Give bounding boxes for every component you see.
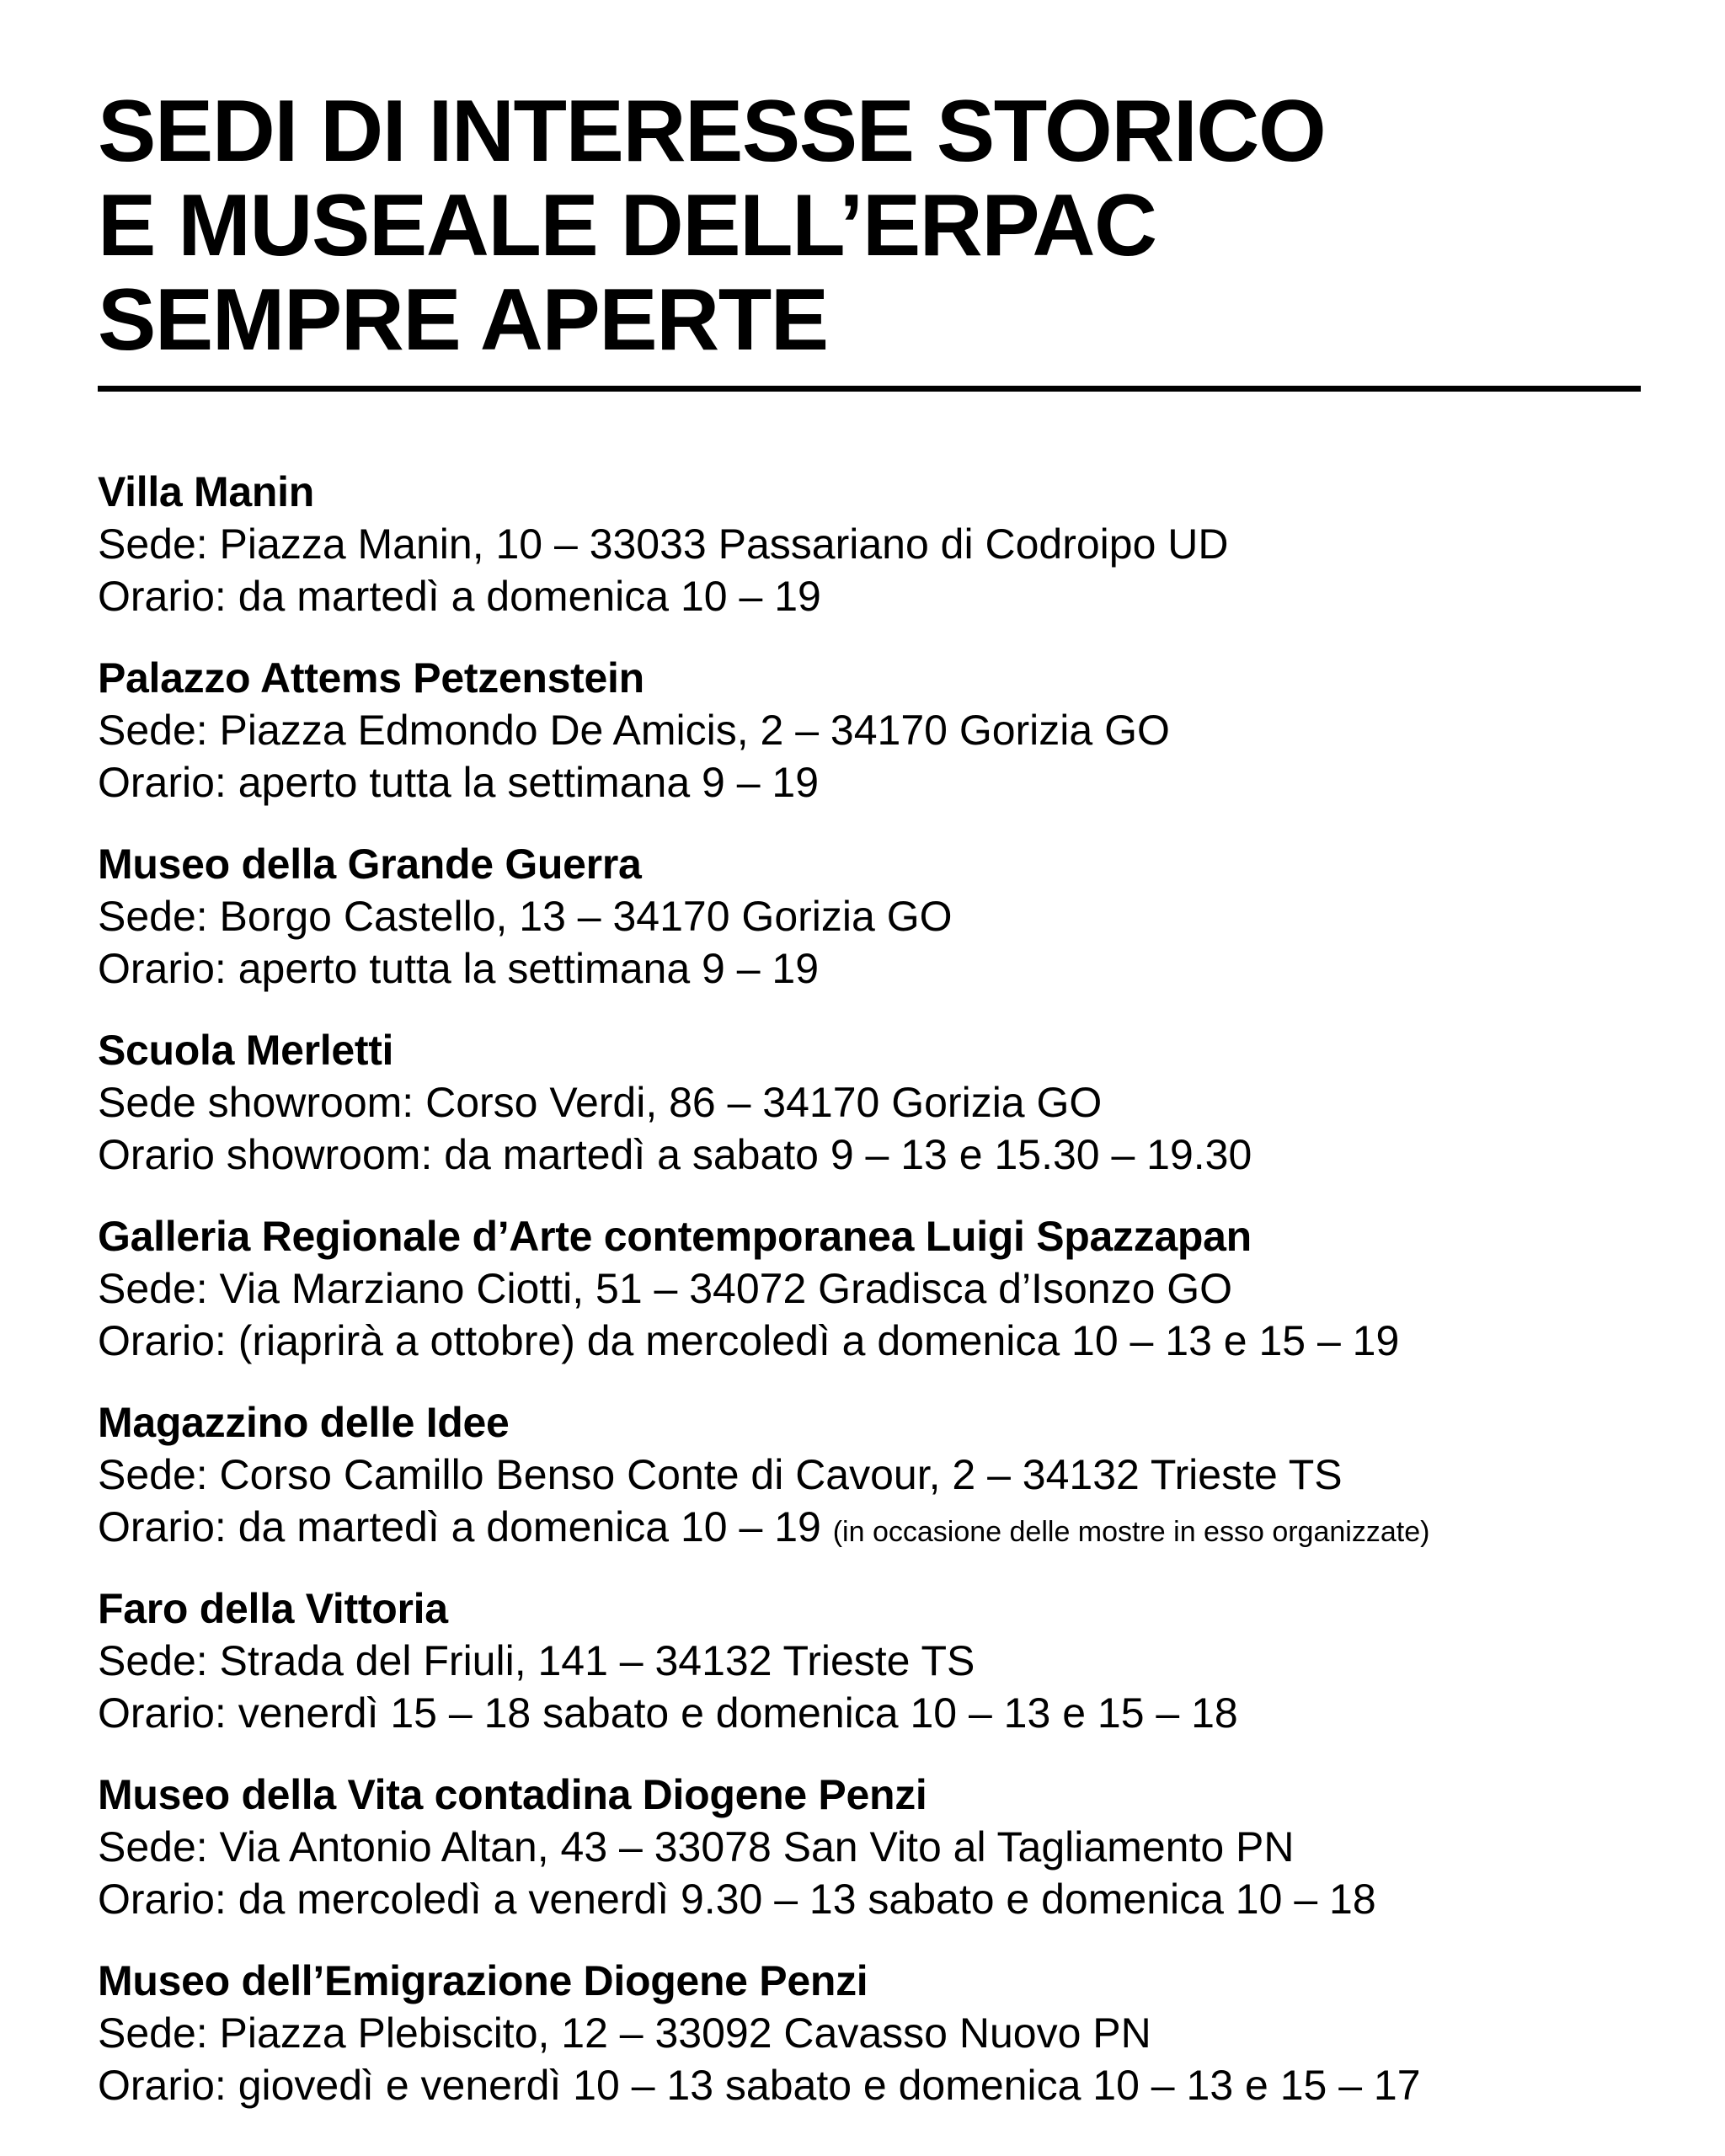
venue-name: Museo della Grande Guerra — [98, 841, 642, 888]
venue-hours-text: Orario: aperto tutta la settimana 9 – 19 — [98, 945, 820, 992]
venue-hours — [98, 1873, 1641, 1925]
venue-address: Sede: Strada del Friuli, 141 – 34132 Trieste TS — [98, 1637, 975, 1684]
venue-hours — [98, 1315, 1641, 1367]
venue-address: Sede: Piazza Manin, 10 – 33033 Passariano di Codroipo UD — [98, 520, 1229, 568]
venue-museo-grande-guerra — [98, 838, 1641, 1024]
venue-hours-text: Orario: da mercoledì a venerdì 9.30 – 13 sabato e domenica 10 – 18 — [98, 1876, 1376, 1923]
venue-name: Palazzo Attems Petzenstein — [98, 654, 644, 702]
venue-name: Magazzino delle Idee — [98, 1399, 510, 1446]
venue-name: Museo della Vita contadina Diogene Penzi — [98, 1771, 927, 1818]
venue-hours-text: Orario: aperto tutta la settimana 9 – 19 — [98, 759, 820, 806]
venue-hours — [98, 570, 1641, 622]
venue-palazzo-attems — [98, 652, 1641, 838]
title-line-3: SEMPRE APERTE — [98, 271, 828, 369]
venue-scuola-merletti — [98, 1024, 1641, 1210]
venue-hours-text: Orario: venerdì 15 – 18 sabato e domenica 10 – 13 e 15 – 18 — [98, 1689, 1238, 1737]
venue-address: Sede: Piazza Plebiscito, 12 – 33092 Cavasso Nuovo PN — [98, 2009, 1151, 2057]
title-line-2: E MUSEALE DELL’ERPAC — [98, 177, 1156, 275]
venue-museo-emigrazione — [98, 1955, 1641, 2141]
venue-hours — [98, 756, 1641, 808]
venue-address: Sede: Borgo Castello, 13 – 34170 Gorizia GO — [98, 893, 953, 940]
venue-villa-manin — [98, 466, 1641, 652]
document-page — [98, 84, 1641, 2141]
venue-name: Scuola Merletti — [98, 1027, 394, 1074]
venue-name: Faro della Vittoria — [98, 1585, 448, 1632]
venue-hours-note: (in occasione delle mostre in esso organizzate) — [832, 1516, 1430, 1548]
title-line-1: SEDI DI INTERESSE STORICO — [98, 83, 1326, 180]
venue-hours — [98, 1687, 1641, 1739]
venue-name: Museo dell’Emigrazione Diogene Penzi — [98, 1957, 868, 2004]
venue-address: Sede: Corso Camillo Benso Conte di Cavour, 2 – 34132 Trieste TS — [98, 1451, 1343, 1498]
venue-hours — [98, 1501, 1641, 1558]
venue-address: Sede: Via Marziano Ciotti, 51 – 34072 Gradisca d’Isonzo GO — [98, 1265, 1233, 1312]
venue-list — [98, 466, 1641, 2141]
venue-hours-text: Orario: da martedì a domenica 10 – 19 — [98, 1503, 821, 1550]
venue-faro-vittoria — [98, 1582, 1641, 1769]
venue-hours-text: Orario: da martedì a domenica 10 – 19 — [98, 573, 821, 620]
page-title — [98, 84, 1641, 367]
venue-museo-vita-contadina — [98, 1769, 1641, 1955]
venue-hours-text: Orario: (riaprirà a ottobre) da mercoledì a domenica 10 – 13 e 15 – 19 — [98, 1317, 1400, 1364]
venue-address: Sede showroom: Corso Verdi, 86 – 34170 Gorizia GO — [98, 1079, 1103, 1126]
venue-hours — [98, 1129, 1641, 1181]
venue-galleria-spazzapan — [98, 1210, 1641, 1396]
venue-magazzino-idee — [98, 1396, 1641, 1582]
venue-name: Villa Manin — [98, 468, 314, 515]
venue-hours-text: Orario: giovedì e venerdì 10 – 13 sabato e domenica 10 – 13 e 15 – 17 — [98, 2062, 1421, 2109]
venue-hours-text: Orario showroom: da martedì a sabato 9 – 13 e 15.30 – 19.30 — [98, 1131, 1252, 1178]
title-divider — [98, 386, 1641, 392]
venue-address: Sede: Via Antonio Altan, 43 – 33078 San Vito al Tagliamento PN — [98, 1823, 1295, 1870]
venue-hours — [98, 942, 1641, 995]
venue-hours — [98, 2059, 1641, 2111]
venue-address: Sede: Piazza Edmondo De Amicis, 2 – 34170 Gorizia GO — [98, 707, 1170, 754]
venue-name: Galleria Regionale d’Arte contemporanea Luigi Spazzapan — [98, 1213, 1252, 1260]
